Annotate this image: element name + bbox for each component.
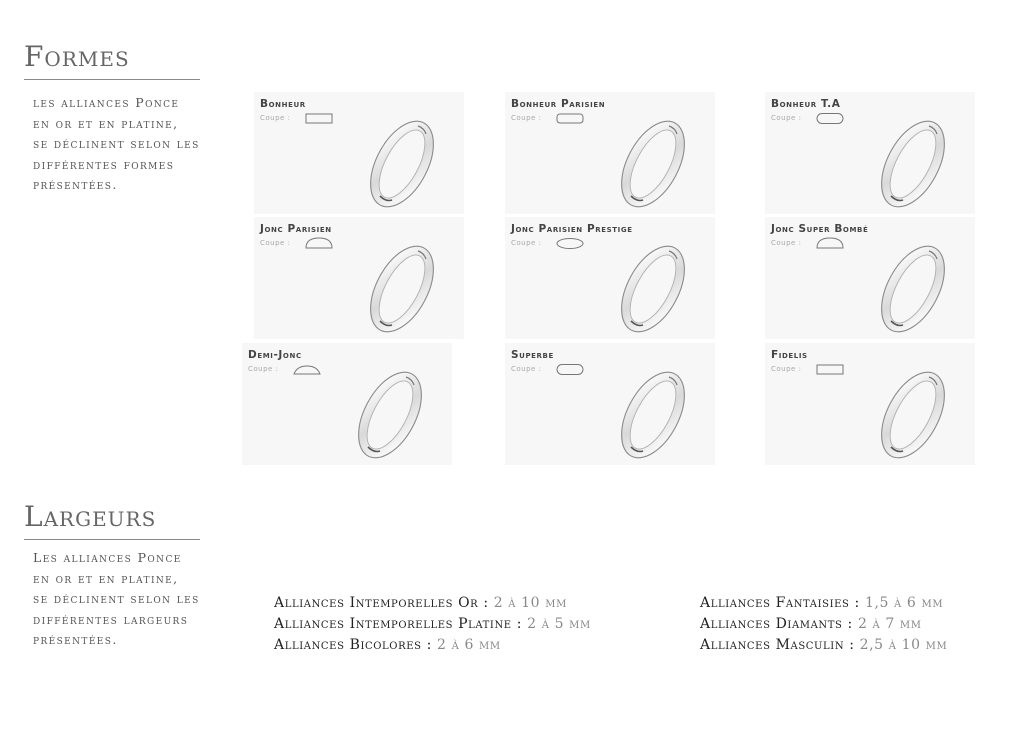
ring-card <box>505 343 715 465</box>
ring-icon <box>362 241 442 337</box>
width-row <box>700 614 947 635</box>
coupe-label: Coupe : <box>248 365 279 373</box>
ring-card <box>505 217 715 339</box>
profile-section-icon <box>555 112 585 125</box>
width-label: Alliances Diamants : <box>700 616 853 632</box>
formes-intro <box>33 93 223 196</box>
coupe-label: Coupe : <box>511 239 542 247</box>
width-value: 2 à 7 mm <box>857 616 922 632</box>
width-value: 2,5 à 10 mm <box>859 637 948 653</box>
width-value: 2 à 5 mm <box>527 616 591 632</box>
largeurs-intro-line: en or et en platine, <box>33 570 179 586</box>
ring-card <box>505 92 715 214</box>
width-row <box>274 593 591 614</box>
width-value: 1,5 à 6 mm <box>864 595 944 611</box>
ring-card <box>765 217 975 339</box>
width-row <box>700 593 947 614</box>
ring-name: Bonheur <box>260 98 306 110</box>
coupe-label: Coupe : <box>771 239 802 247</box>
coupe-label: Coupe : <box>511 114 542 122</box>
ring-card <box>254 92 464 214</box>
largeurs-title-rule <box>24 539 200 540</box>
profile-section-icon <box>815 112 845 125</box>
profile-section-icon <box>292 363 322 376</box>
profile-section-icon <box>555 237 585 250</box>
profile-section-icon <box>304 112 334 125</box>
width-label: Alliances Masculin : <box>700 637 855 653</box>
formes-intro-line: différentes formes <box>33 156 175 172</box>
ring-card <box>242 343 452 465</box>
formes-intro-line: présentées. <box>33 177 118 192</box>
profile-section-icon <box>815 237 845 250</box>
ring-name: Fidelis <box>771 349 808 361</box>
ring-icon <box>613 241 693 337</box>
ring-icon <box>613 116 693 212</box>
profile-section-icon <box>304 237 334 250</box>
width-row <box>274 614 591 635</box>
largeurs-intro-line: Les alliances Ponce <box>33 550 182 565</box>
ring-name: Jonc Parisien <box>260 223 332 235</box>
ring-card <box>254 217 464 339</box>
widths-list-right <box>700 593 947 656</box>
coupe-label: Coupe : <box>511 365 542 373</box>
formes-title: Formes <box>24 40 130 73</box>
profile-section-icon <box>555 363 585 376</box>
ring-card <box>765 343 975 465</box>
largeurs-intro <box>33 548 223 651</box>
width-label: Alliances Intemporelles Or : <box>274 595 489 611</box>
ring-name: Jonc Super Bombé <box>771 223 869 235</box>
formes-intro-line: en or et en platine, <box>33 115 179 131</box>
widths-list-left <box>274 593 591 656</box>
largeurs-intro-line: se déclinent selon les <box>33 591 200 606</box>
ring-name: Jonc Parisien Prestige <box>511 223 633 235</box>
largeurs-intro-line: différentes largeurs <box>33 611 189 627</box>
ring-name: Bonheur Parisien <box>511 98 606 110</box>
formes-title-rule <box>24 79 200 80</box>
width-label: Alliances Bicolores : <box>274 637 432 653</box>
width-row <box>274 635 591 656</box>
width-label: Alliances Intemporelles Platine : <box>274 616 523 632</box>
ring-icon <box>350 367 430 463</box>
largeurs-title: Largeurs <box>24 500 157 533</box>
coupe-label: Coupe : <box>771 114 802 122</box>
ring-name: Superbe <box>511 349 554 361</box>
width-value: 2 à 10 mm <box>493 595 567 611</box>
width-label: Alliances Fantaisies : <box>700 595 860 611</box>
width-row <box>700 635 947 656</box>
ring-name: Demi-Jonc <box>248 349 302 361</box>
ring-name: Bonheur T.A <box>771 98 841 110</box>
ring-icon <box>362 116 442 212</box>
coupe-label: Coupe : <box>771 365 802 373</box>
formes-intro-line: les alliances Ponce <box>33 95 180 110</box>
largeurs-intro-line: présentées. <box>33 632 118 647</box>
coupe-label: Coupe : <box>260 114 291 122</box>
ring-icon <box>613 367 693 463</box>
ring-icon <box>873 367 953 463</box>
width-value: 2 à 6 mm <box>437 637 501 653</box>
ring-card <box>765 92 975 214</box>
profile-section-icon <box>815 363 845 376</box>
ring-icon <box>873 241 953 337</box>
ring-icon <box>873 116 953 212</box>
coupe-label: Coupe : <box>260 239 291 247</box>
formes-intro-line: se déclinent selon les <box>33 136 200 151</box>
